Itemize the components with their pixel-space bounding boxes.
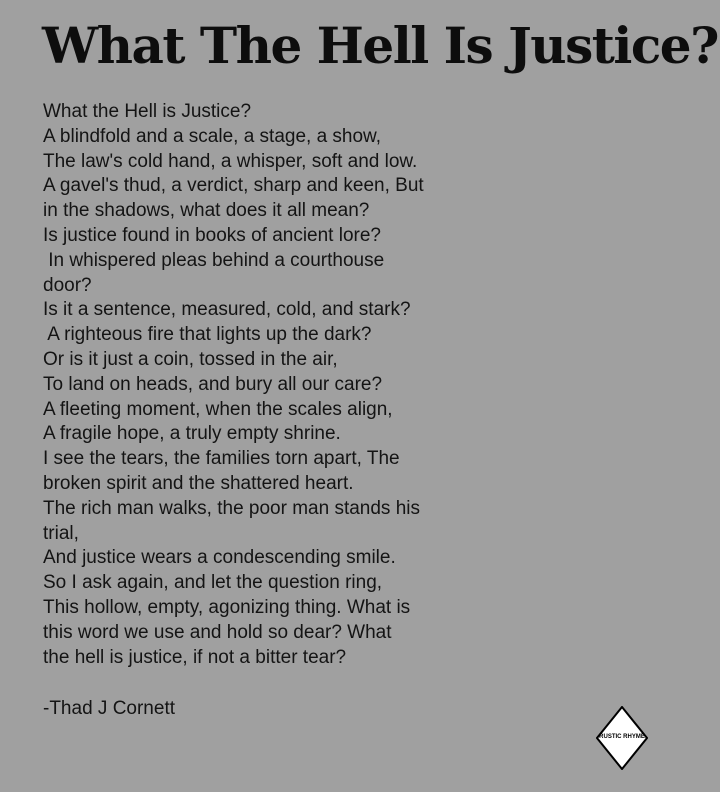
poem-line: A fleeting moment, when the scales align, bbox=[43, 398, 393, 420]
poem-body bbox=[43, 100, 463, 670]
poem-line: The law's cold hand, a whisper, soft and low. bbox=[43, 150, 418, 172]
poem-line: Or is it just a coin, tossed in the air, bbox=[43, 348, 338, 370]
poem-line: In whispered pleas behind a courthouse bbox=[43, 249, 385, 271]
poem-line: this word we use and hold so dear? What bbox=[43, 621, 392, 643]
poem-line: the hell is justice, if not a bitter tear? bbox=[43, 646, 347, 668]
poem-line: The rich man walks, the poor man stands his bbox=[43, 497, 421, 519]
poem-line: I see the tears, the families torn apart, The bbox=[43, 448, 400, 470]
poem-line: broken spirit and the shattered heart. bbox=[43, 472, 354, 494]
poem-author: -Thad J Cornett bbox=[43, 698, 175, 719]
brand-logo bbox=[596, 706, 648, 770]
logo-text: RUSTIC RHYME bbox=[599, 734, 645, 740]
poem-line: Is it a sentence, measured, cold, and stark? bbox=[43, 299, 411, 321]
poem-line: door? bbox=[43, 274, 92, 296]
poem-line: What the Hell is Justice? bbox=[43, 101, 252, 122]
poem-line: So I ask again, and let the question ring, bbox=[43, 572, 383, 594]
poem-line: Is justice found in books of ancient lore? bbox=[43, 224, 381, 246]
poem-line: A blindfold and a scale, a stage, a show, bbox=[43, 125, 382, 147]
poem-line: in the shadows, what does it all mean? bbox=[43, 200, 370, 222]
poem-line: A gavel's thud, a verdict, sharp and keen, But bbox=[43, 175, 424, 197]
poem-line: This hollow, empty, agonizing thing. What is bbox=[43, 596, 411, 618]
poem-line: trial, bbox=[43, 522, 79, 544]
poem-line: A righteous fire that lights up the dark? bbox=[43, 324, 372, 346]
poem-title: What The Hell Is Justice? bbox=[42, 16, 718, 75]
poem-line: A fragile hope, a truly empty shrine. bbox=[43, 423, 341, 445]
poem-line: To land on heads, and bury all our care? bbox=[43, 373, 383, 395]
poem-line: And justice wears a condescending smile. bbox=[43, 547, 396, 569]
